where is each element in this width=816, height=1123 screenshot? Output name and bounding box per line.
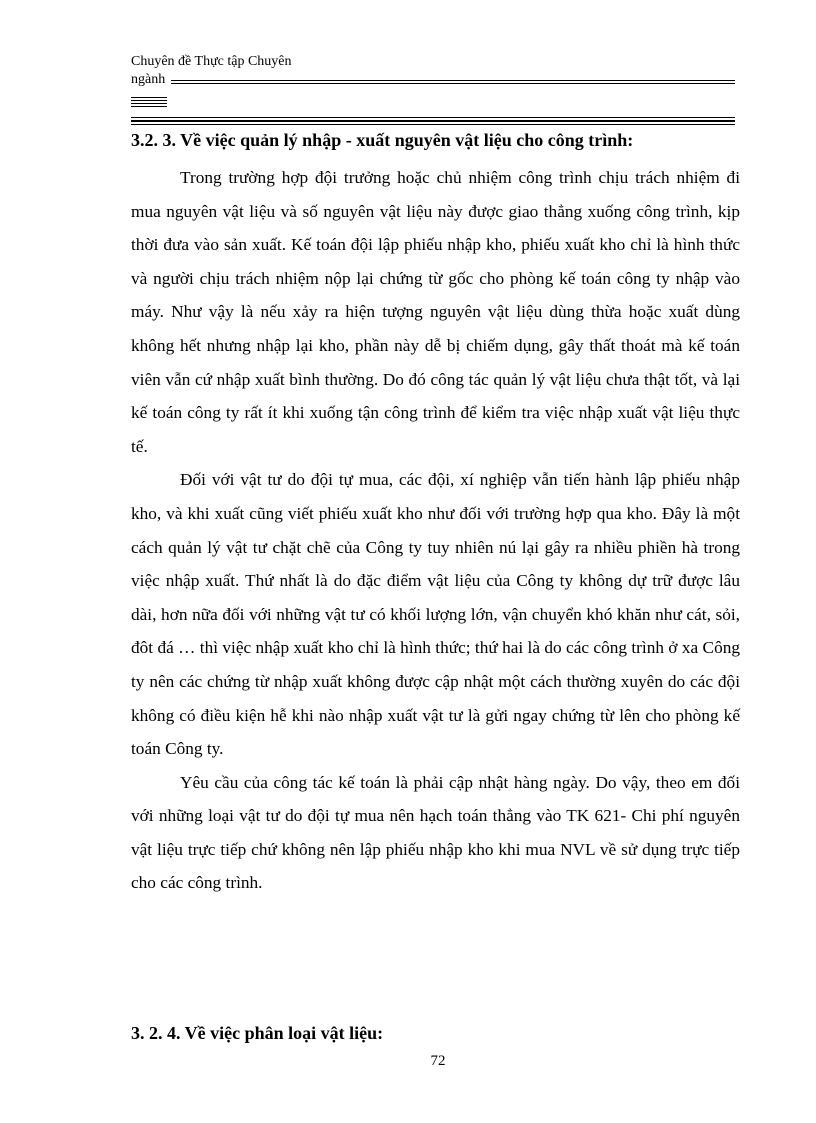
section-body	[131, 161, 740, 900]
page-number: 72	[430, 1053, 446, 1069]
header-rule	[171, 80, 735, 81]
header-rule-short	[131, 97, 167, 98]
running-header-title-continued: ngành	[131, 72, 166, 87]
header-rule-short	[131, 103, 167, 104]
section-heading-3-2-3: 3.2. 3. Về việc quản lý nhập - xuất nguyên vật liệu cho công trình:	[131, 130, 634, 150]
header-separator-rule	[131, 121, 735, 122]
paragraph: Đối với vật tư do đội tự mua, các đội, xí nghiệp vẫn tiến hành lập phiếu nhập kho, và khi xuất cũng viết phiếu xuất kho như đối với trường hợp qua kho. Đây là một cách quản lý vật tư chặt chẽ của Công ty tuy nhiên nú lại gây ra nhiều phiền hà trong việc nhập xuất. Thứ nhất là do đặc điểm vật liệu của Công ty không dự trữ được lâu dài, hơn nữa đối với những vật tư có khối lượng lớn, vận chuyển khó khăn như cát, sỏi, đôt đá … thì việc nhập xuất kho chỉ là hình thức; thứ hai là do các công trình ở xa Công ty nên các chứng từ nhập xuất không được cập nhật một cách thường xuyên do các đội không có điều kiện hễ khi nào nhập xuất vật tư là gửi ngay chứng từ lên cho phòng kế toán Công ty.	[131, 470, 740, 759]
paragraph: Yêu cầu của công tác kế toán là phải cập nhật hàng ngày. Do vậy, theo em đối với những loại vật tư do đội tự mua nên hạch toán thẳng vào TK 621- Chi phí nguyên vật liệu trực tiếp chứ không nên lập phiếu nhập kho khi mua NVL về sử dụng trực tiếp cho các công trình.	[131, 772, 740, 893]
header-separator-rule	[131, 117, 735, 118]
paragraph: Trong trường hợp đội trưởng hoặc chủ nhiệm công trình chịu trách nhiệm đi mua nguyên vật liệu và số nguyên vật liệu này được giao thẳng xuống công trình, kịp thời đưa vào sản xuất. Kế toán đội lập phiếu nhập kho, phiếu xuất kho chỉ là hình thức và người chịu trách nhiệm nộp lại chứng từ gốc cho phòng kế toán công ty nhập vào máy. Như vậy là nếu xảy ra hiện tượng nguyên vật liệu dùng thừa hoặc xuất dùng không hết nhưng nhập lại kho, phần này dễ bị chiếm dụng, gây thất thoát mà kế toán viên vẫn cứ nhập xuất bình thường. Do đó công tác quản lý vật liệu chưa thật tốt, và lại kế toán công ty rất ít khi xuống tận công trình để kiểm tra việc nhập xuất vật liệu thực tế.	[131, 168, 740, 456]
section-heading-3-2-4: 3. 2. 4. Về việc phân loại vật liệu:	[131, 1023, 384, 1043]
running-header-title: Chuyên đề Thực tập Chuyên	[131, 54, 292, 69]
